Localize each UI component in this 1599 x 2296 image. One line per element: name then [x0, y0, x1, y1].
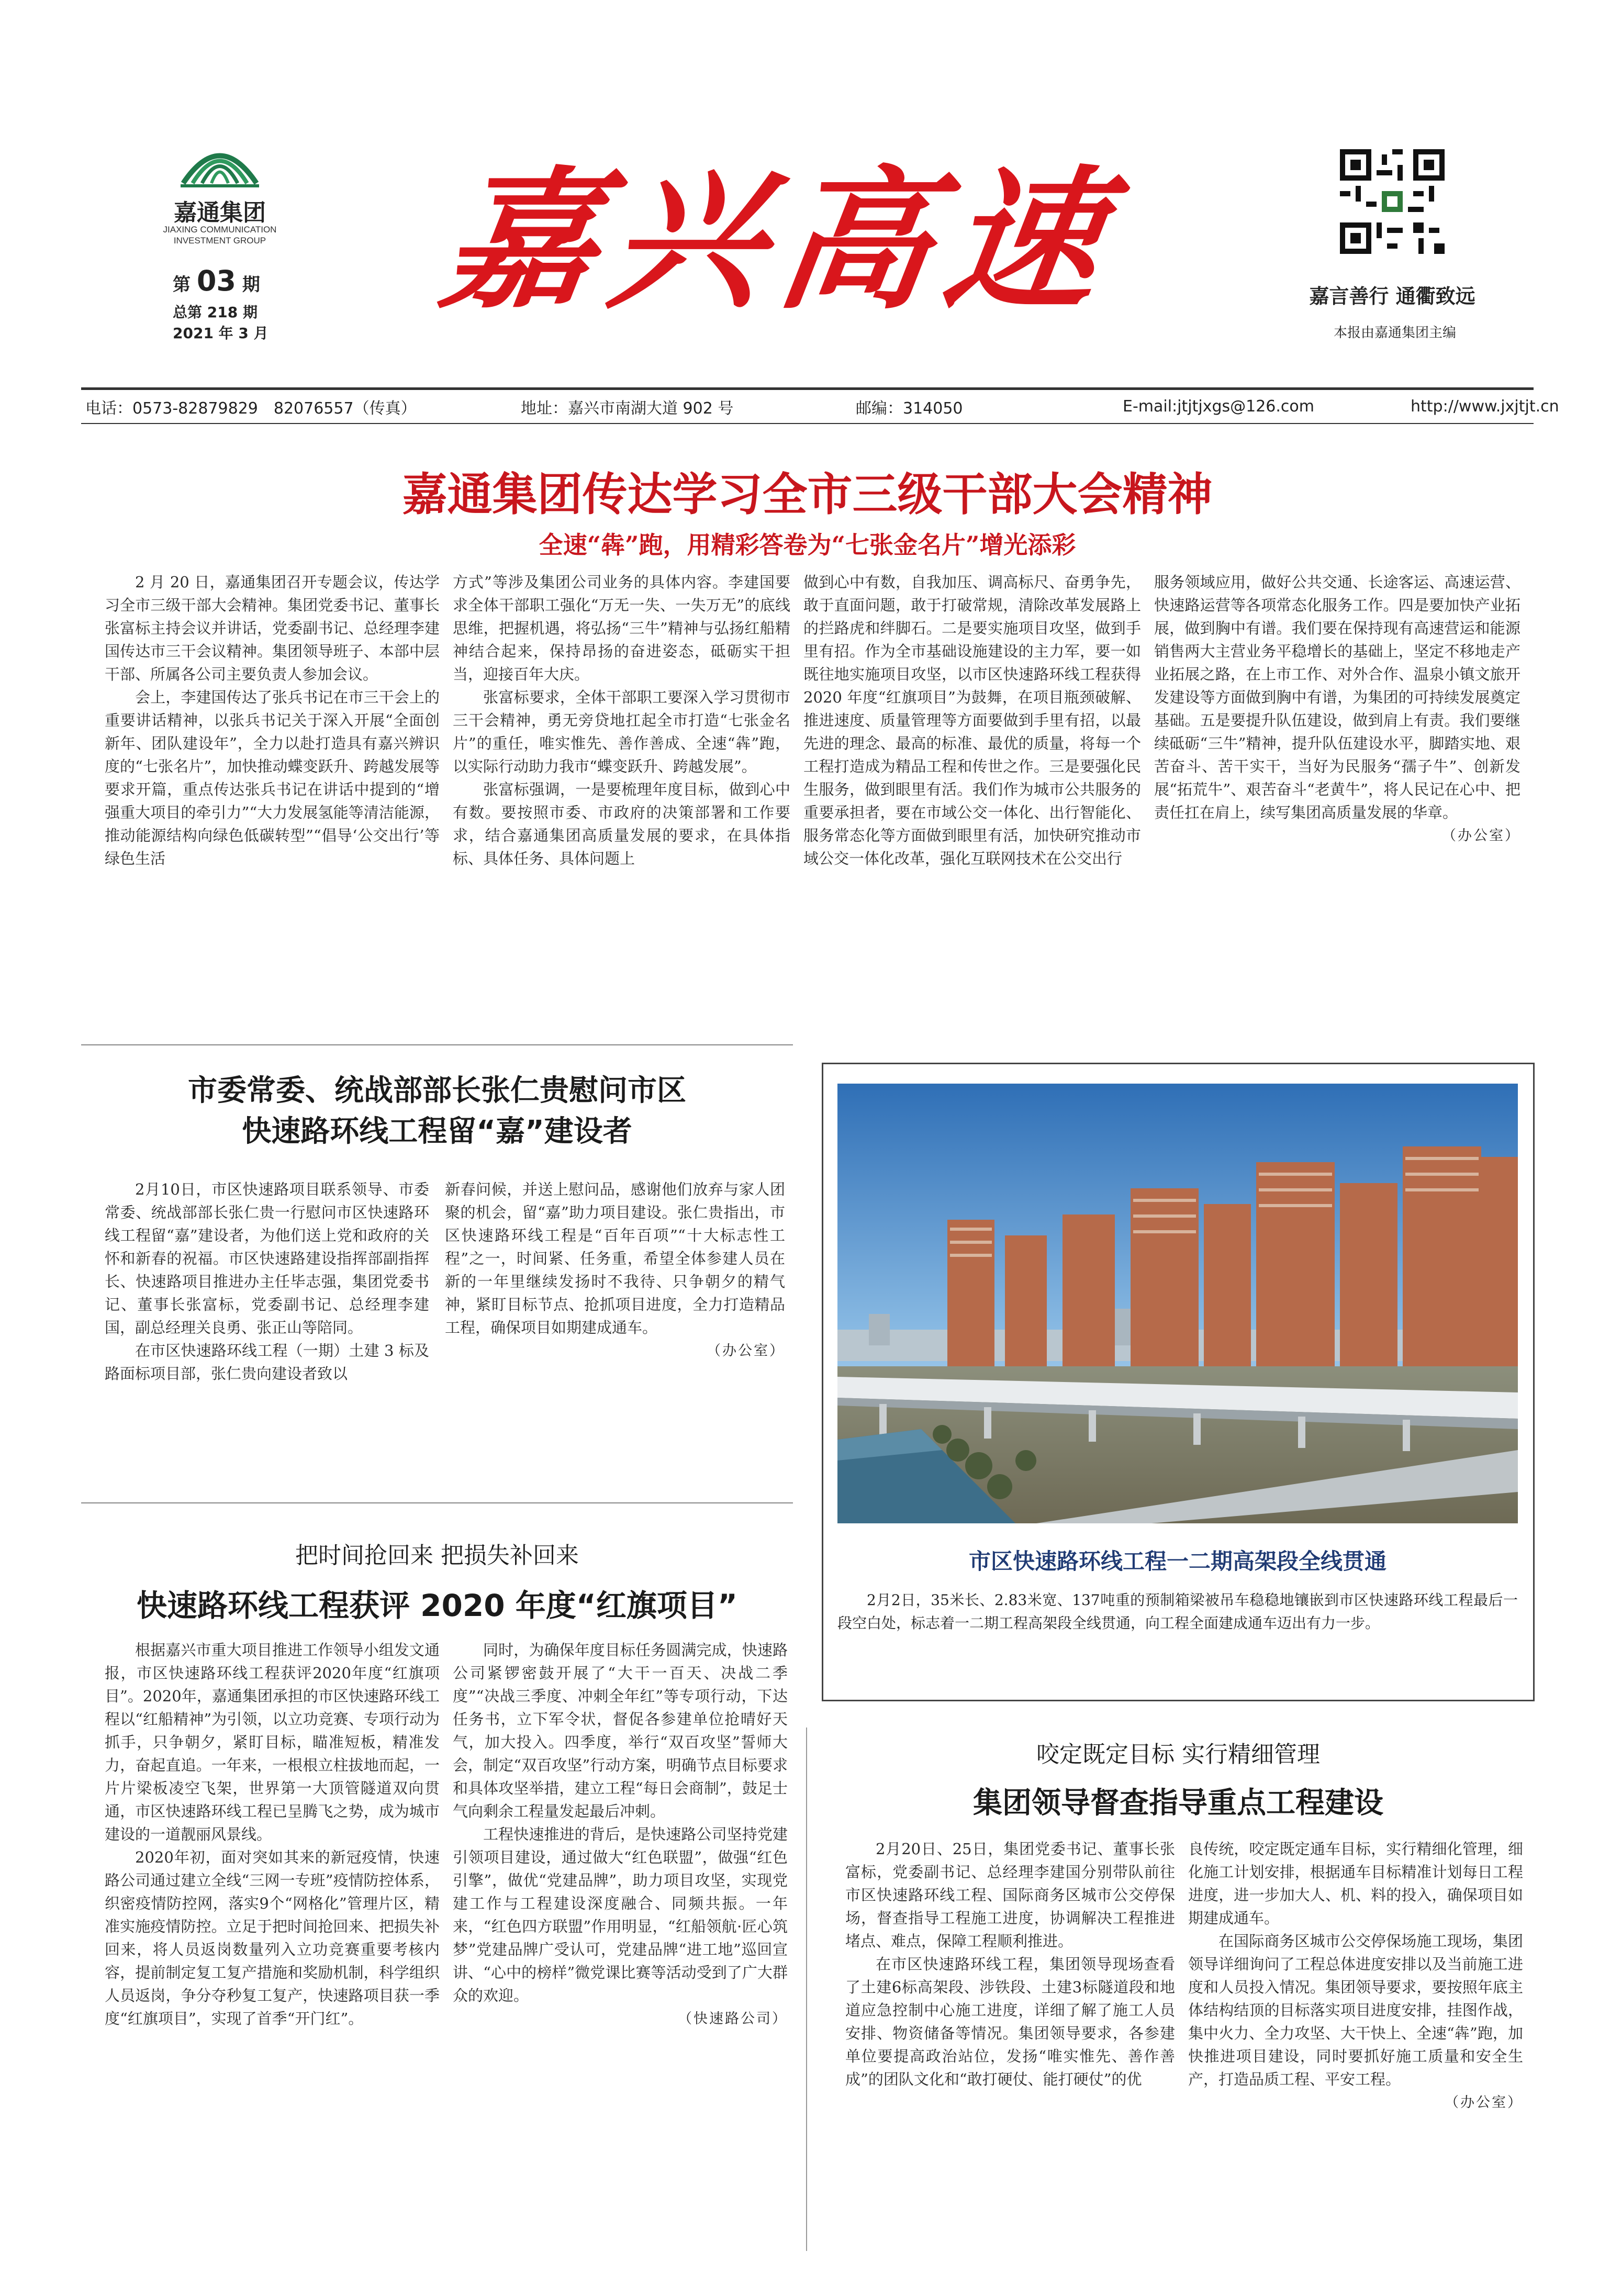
article2-title-line1: 市委常委、统战部部长张仁贵慰问市区 [188, 1074, 686, 1108]
article4-column-1 [845, 1837, 1175, 2256]
contact-address: 地址：嘉兴市南湖大道 902 号 [521, 399, 734, 418]
paragraph: 2月20日、25日，集团党委书记、董事长张富标，党委副书记、总经理李建国分别带队前往市区快速路环线工程、国际商务区城市公交停保场，督查指导工程施工进度，协调解决工程推进堵点、难点，保障工程顺利推进。 [845, 1840, 1175, 1950]
contact-bar [81, 387, 1559, 424]
issue-suffix: 期 [242, 274, 260, 295]
group-logo-icon [178, 133, 262, 191]
divider [806, 1727, 807, 2251]
contact-phone: 电话：0573-82879829 82076557（传真） [85, 399, 417, 418]
article3-column-1 [105, 1639, 440, 2241]
photo-title: 市区快速路环线工程一二期高架段全线贯通 [968, 1548, 1386, 1574]
article2-title-line2: 快速路环线工程留“嘉”建设者 [242, 1114, 632, 1149]
paragraph: 在市区快速路环线工程，集团领导现场查看了土建6标高架段、涉铁段、土建3标隧道段和地道应急控制中心施工进度，详细了解了施工人员安排、物资储备等情况。集团领导要求，各参建单位要提高政治站位，发扬“唯实惟先、善作善成”的团队文化和“敢打硬仗、能打硬仗”的优 [845, 1955, 1175, 2088]
issue-prefix: 第 [173, 274, 191, 295]
paragraph: 张富标要求，全体干部职工要深入学习贯彻市三干会精神，勇无旁贷地扛起全市打造“七张金名片”的重任，唯实惟先、善作善成、全速“犇”跑，以实际行动助力我市“蝶变跃升、跨越发展”。 [453, 688, 790, 775]
article2-credit: （办公室） [707, 1343, 785, 1359]
paragraph: 在市区快速路环线工程（一期）土建 3 标及路面标项目部，张仁贵向建设者致以 [105, 1342, 429, 1383]
paragraph: 2月10日，市区快速路项目联系领导、市委常委、统战部部长张仁贵一行慰问市区快速路环线工程留“嘉”建设者，为他们送上党和政府的关怀和新春的祝福。市区快速路建设指挥部副指挥长、快速路项目推进办主任毕志强，集团党委书记、董事长张富标，党委副书记、总经理李建国，副总经理关良勇、张正山等陪同。 [105, 1180, 429, 1336]
sponsor-note: 本报由嘉通集团主编 [1333, 325, 1456, 341]
lead-column-2 [453, 571, 790, 1010]
newspaper-title: 嘉兴高速 [432, 152, 1127, 330]
paragraph: 新春问候，并送上慰问品，感谢他们放弃与家人团聚的机会，留“嘉”助力项目建设。张仁贵指出，市区快速路环线工程是“百年百项”“十大标志性工程”之一，时间紧、任务重，希望全体参建人员在新的一年里继续发扬时不我待、只争朝夕的精气神，紧盯目标节点、抢抓项目进度，全力打造精品工程，确保项目如期建成通车。 [445, 1180, 785, 1336]
article3-kicker: 把时间抢回来 把损失补回来 [295, 1542, 579, 1569]
article4-headline: 集团领导督查指导重点工程建设 [973, 1786, 1383, 1820]
paragraph: 良传统，咬定既定通车目标，实行精细化管理，细化施工计划安排，根据通车目标精准计划每日工程进度，进一步加大人、机、料的投入，确保项目如期建成通车。 [1188, 1840, 1523, 1927]
contact-postcode: 邮编：314050 [856, 399, 963, 418]
article2-column-1 [105, 1178, 429, 1481]
paragraph: 张富标强调，一是要梳理年度目标，做到心中有数。要按照市委、市政府的决策部署和工作要求，结合嘉通集团高质量发展的要求，在具体指标、具体任务、具体问题上 [453, 781, 790, 867]
paragraph: 2020年初，面对突如其来的新冠疫情，快速路公司通过建立全线“三网一专班”疫情防控体系，织密疫情防控网，落实9个“网格化”管理片区，精准实施疫情防控。立足于把时间抢回来、把损失补回来，将人员返岗数量列入立功竞赛重要考核内容，提前制定复工复产措施和奖励机制，科学组织人员返岗，争分夺秒复工复产，快速路项目获一季度“红旗项目”，实现了首季“开门红”。 [105, 1848, 440, 2027]
photo-caption: 2月2日，35米长、2.83米宽、137吨重的预制箱梁被吊车稳稳地镶嵌到市区快速路环线工程最后一段空白处，标志着一二期工程高架段全线贯通，向工程全面建成通车迈出有力一步。 [837, 1591, 1518, 1632]
brand-name-en [149, 224, 290, 246]
total-issue: 总第 218 期 [173, 304, 258, 321]
lead-subheadline: 全速“犇”跑，用精彩答卷为“七张金名片”增光添彩 [539, 531, 1076, 559]
lead-column-4 [1154, 571, 1520, 1010]
article3-headline: 快速路环线工程获评 2020 年度“红旗项目” [136, 1588, 738, 1623]
paragraph: 会上，李建国传达了张兵书记在市三干会上的重要讲话精神，以张兵书记关于深入开展“全面创新年、团队建设年”，全力以赴打造具有嘉兴辨识度的“七张名片”，加快推动蝶变跃升、跨越发展等要求开篇，重点传达张兵书记在讲话中提到的“增强重大项目的牵引力”“大力发展氢能等清洁能源，推动能源结构向绿色低碳转型”“倡导‘公交出行’等绿色生活 [105, 688, 440, 867]
issue-number [173, 264, 260, 297]
paragraph: 做到心中有数，自我加压、调高标尺、奋勇争先，敢于直面问题，敢于打破常规，清除改革发展路上的拦路虎和绊脚石。二是要实施项目攻坚，做到手里有招。作为全市基础设施建设的主力军，要一如既往地实施项目攻坚，以市区快速路环线工程获得 2020 年度“红旗项目”为鼓舞，在项目瓶颈破解、推进速度、质量管理等方面要做到手里有招，以最先进的理念、最高的标准、最优的质量，将每一个工程打造成为精品工程和传世之作。三是要强化民生服务，做到眼里有活。我们作为城市公共服务的重要承担者，要在市域公交一体化、出行智能化、服务常态化等方面做到眼里有活，加快研究推动市域公交一体化改革，强化互联网技术在公交出行 [803, 573, 1141, 867]
paragraph: 同时，为确保年度目标任务圆满完成，快速路公司紧锣密鼓开展了“大干一百天、决战二季度”“决战三季度、冲刺全年红”等专项行动，下达任务书，立下军令状，督促各参建单位抢晴好天气，加大投入。四季度，举行“双百攻坚”誓师大会，制定“双百攻坚”行动方案，明确节点目标要求和具体攻坚举措，建立工程“每日会商制”，鼓足士气向剩余工程量发起最后冲刺。 [453, 1641, 788, 1820]
brand-name-cn: 嘉通集团 [174, 199, 266, 226]
lead-headline: 嘉通集团传达学习全市三级干部大会精神 [402, 469, 1213, 521]
contact-email[interactable]: E-mail:jtjtjxgs@126.com [1123, 397, 1314, 416]
article4-credit: （办公室） [1445, 2094, 1523, 2111]
paragraph: 在国际商务区城市公交停保场施工现场，集团领导详细询问了工程总体进度安排以及当前施工进度和人员投入情况。集团领导要求，要按照年底主体结构结顶的目标落实项目进度安排，挂图作战，集中火力、全力攻坚、大干快上、全速“犇”跑，加快推进项目建设，同时要抓好施工质量和安全生产，打造品质工程、平安工程。 [1188, 1932, 1523, 2088]
lead-column-3 [803, 571, 1141, 1010]
qr-code-icon[interactable] [1340, 149, 1445, 254]
divider [81, 1502, 793, 1503]
slogan: 嘉言善行 通衢致远 [1309, 285, 1475, 308]
lead-credit: （办公室） [1442, 828, 1520, 844]
article4-column-2 [1188, 1837, 1523, 2256]
paragraph: 方式”等涉及集团公司业务的具体内容。李建国要求全体干部职工强化“万无一失、一失万无”的底线思维，把握机遇，将弘扬“三牛”精神与弘扬红船精神结合起来，保持昂扬的奋进姿态，砥砺实干担当，迎接百年大庆。 [453, 573, 790, 683]
paragraph: 2 月 20 日，嘉通集团召开专题会议，传达学习全市三级干部大会精神。集团党委书记、董事长张富标主持会议并讲话，党委副书记、总经理李建国传达市三干会议精神。集团领导班子、本部中层干部、所属各公司主要负责人参加会议。 [105, 573, 440, 683]
lead-column-1 [105, 571, 440, 1010]
article3-credit: （快速路公司） [678, 2011, 788, 2027]
divider [81, 1044, 793, 1045]
paragraph: 工程快速推进的背后，是快速路公司坚持党建引领项目建设，通过做大“红色联盟”，做强“红色引擎”，做优“党建品牌”，助力项目攻坚，实现党建工作与工程建设深度融合、同频共振。一年来，“红色四方联盟”作用明显，“红船领航·匠心筑梦”党建品牌广受认可，党建品牌“进工地”巡回宣讲、“心中的榜样”微党课比赛等活动受到了广大群众的欢迎。 [453, 1825, 788, 2004]
paragraph: 根据嘉兴市重大项目推进工作领导小组发文通报，市区快速路环线工程获评2020年度“红旗项目”。2020年，嘉通集团承担的市区快速路环线工程以“红船精神”为引领，以立功竞赛、专项行动为抓手，只争朝夕，紧盯目标，瞄准短板，精准发力，奋起直追。一年来，一根根立柱拔地而起，一片片梁板凌空飞架，世界第一大顶管隧道双向贯通，市区快速路环线工程已呈腾飞之势，成为城市建设的一道靓丽风景线。 [105, 1641, 440, 1843]
article3-column-2 [453, 1639, 788, 2241]
issue-date: 2021 年 3 月 [173, 325, 269, 342]
brand-en-line1: JIAXING COMMUNICATION [163, 225, 277, 235]
contact-website[interactable]: http://www.jxjtjt.cn [1411, 397, 1559, 416]
paragraph: 服务领域应用，做好公共交通、长途客运、高速运营、快速路运营等各项常态化服务工作。四是要加快产业拓展，做到胸中有谱。我们要在保持现有高速营运和能源销售两大主营业务平稳增长的基础上，坚定不移地走产业拓展之路，在上市工作、对外合作、温泉小镇文旅开发建设等方面做到胸中有谱，为集团的可持续发展奠定基础。五是要提升队伍建设，做到肩上有责。我们要继续砥砺“三牛”精神，提升队伍建设水平，脚踏实地、艰苦奋斗、苦干实干，当好为民服务“孺子牛”、创新发展“拓荒牛”、艰苦奋斗“老黄牛”，将人民记在心中、把责任扛在肩上，续写集团高质量发展的华章。 [1154, 573, 1520, 821]
issue-no: 03 [196, 264, 236, 297]
expressway-photo [837, 1084, 1518, 1523]
article2-column-2 [445, 1178, 785, 1481]
article2-headline [81, 1071, 793, 1152]
brand-en-line2: INVESTMENT GROUP [173, 236, 266, 246]
article4-kicker: 咬定既定目标 实行精细管理 [1036, 1741, 1320, 1768]
